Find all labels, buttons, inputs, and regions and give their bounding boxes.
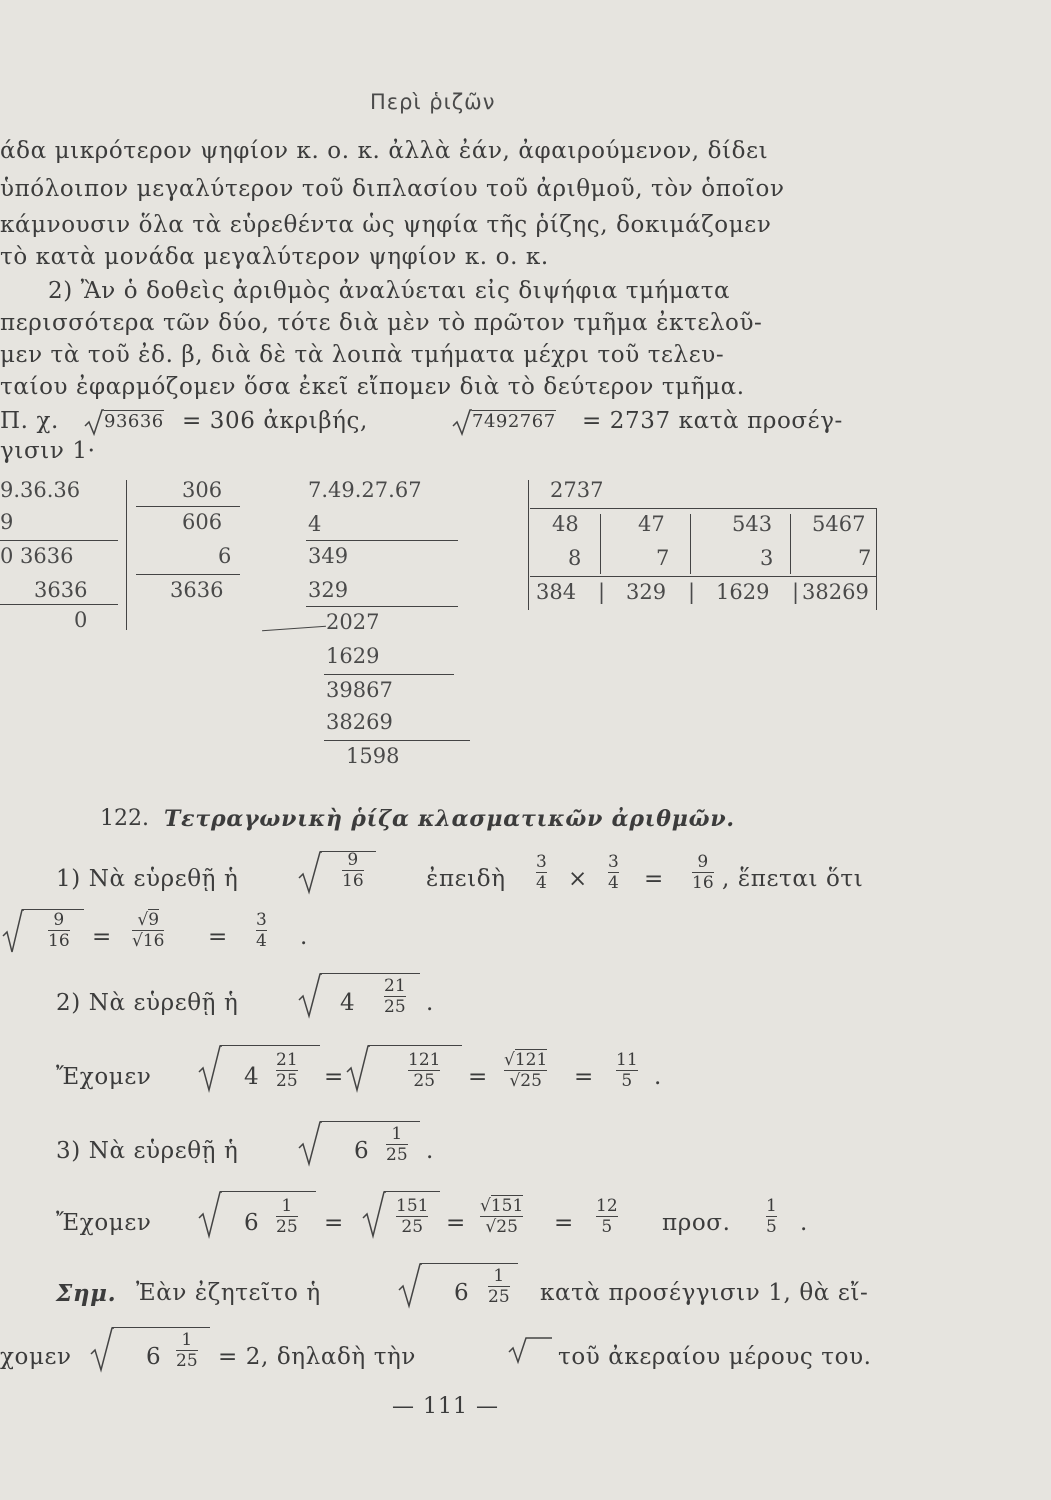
radical-sign bbox=[362, 1190, 386, 1240]
whole-part: 4 bbox=[340, 990, 356, 1016]
text-line: ταίου ἐφαρμόζομεν ὅσα ἐκεῖ εἴπομεν διὰ τὸ δεύτερον τμῆμα. bbox=[0, 374, 745, 400]
text-line: τοῦ ἀκεραίου μέρους του. bbox=[558, 1344, 872, 1370]
calc-divider bbox=[528, 480, 529, 610]
operator: = bbox=[468, 1064, 488, 1090]
trial-product: 38269 bbox=[802, 580, 869, 604]
radical-bar bbox=[320, 973, 420, 974]
numerator: 1 bbox=[281, 1196, 293, 1216]
page-number: — 111 — bbox=[392, 1394, 499, 1419]
text-line: ὑπόλοιπον μεγαλύτερον τοῦ διπλασίου τοῦ ἀριθμοῦ, τὸν ὁποῖον bbox=[0, 176, 785, 202]
operator: = bbox=[324, 1064, 344, 1090]
fraction bbox=[692, 852, 714, 893]
calc-rule bbox=[0, 604, 118, 605]
calc-rule bbox=[0, 540, 118, 541]
denominator: √25 bbox=[504, 1070, 547, 1091]
text-line: άδα μικρότερον ψηφίον κ. ο. κ. ἀλλὰ ἐάν, ἀφαιρούμενον, δίδει bbox=[0, 138, 769, 164]
fraction bbox=[536, 852, 547, 893]
radicand: 121 bbox=[514, 1050, 548, 1070]
numerator: 9 bbox=[697, 852, 709, 872]
numerator: 1 bbox=[391, 1124, 403, 1144]
denominator: 25 bbox=[276, 1071, 298, 1091]
calc-rule bbox=[306, 606, 458, 607]
denominator: √25 bbox=[480, 1216, 523, 1237]
calc-root: 306 bbox=[182, 478, 223, 502]
calc-row: 0 3636 bbox=[0, 544, 74, 568]
trial-number: 47 bbox=[638, 512, 665, 536]
calc-rule bbox=[136, 574, 240, 575]
calc-row: 39867 bbox=[326, 678, 393, 702]
numerator: 9 bbox=[347, 850, 359, 870]
radical-sign bbox=[298, 972, 322, 1020]
calc-divider bbox=[690, 514, 691, 574]
math-word: Ἔχομεν bbox=[56, 1064, 152, 1090]
fraction bbox=[616, 1050, 638, 1091]
fraction bbox=[132, 910, 164, 951]
denominator: 25 bbox=[384, 997, 406, 1017]
trial-number: 5467 bbox=[812, 512, 866, 536]
numerator: 21 bbox=[384, 976, 406, 996]
radical-sign bbox=[452, 408, 472, 438]
radical-bar bbox=[368, 1045, 462, 1046]
punctuation: . bbox=[426, 990, 434, 1016]
numerator: 1 bbox=[493, 1266, 505, 1286]
calc-divider bbox=[790, 514, 791, 574]
fraction bbox=[408, 1050, 440, 1091]
operator: = bbox=[324, 1210, 344, 1236]
fraction bbox=[596, 1196, 618, 1237]
math-word: ἐπειδὴ bbox=[426, 866, 506, 892]
numerator: 151 bbox=[396, 1196, 429, 1216]
calc-divider bbox=[126, 480, 127, 630]
text-line: κάμνουσιν ὅλα τὰ εὑρεθέντα ὡς ψηφία τῆς ῥίζης, δοκιμάζομεν bbox=[0, 212, 772, 238]
operator: × bbox=[568, 866, 588, 892]
radical-sign bbox=[298, 850, 322, 896]
whole-part: 6 bbox=[146, 1344, 162, 1370]
trial-product: 329 bbox=[626, 580, 667, 604]
numerator: √151 bbox=[480, 1196, 524, 1216]
numerator: 1 bbox=[766, 1196, 777, 1216]
whole-part: 4 bbox=[244, 1064, 260, 1090]
whole-part: 6 bbox=[354, 1138, 370, 1164]
product-separator: | bbox=[598, 580, 606, 604]
calc-side: 6 bbox=[218, 544, 232, 568]
text-line: 2) Ἂν ὁ δοθεὶς ἀριθμὸς ἀναλύεται εἰς διψήφια τμήματα bbox=[48, 278, 731, 304]
operator: = bbox=[644, 866, 664, 892]
calc-root: 2737 bbox=[550, 478, 604, 502]
fraction bbox=[766, 1196, 777, 1237]
numerator: 121 bbox=[408, 1050, 441, 1070]
radical-bar bbox=[112, 1327, 210, 1328]
text-line: γισιν 1· bbox=[0, 438, 96, 464]
fraction bbox=[488, 1266, 510, 1307]
fraction bbox=[48, 910, 70, 951]
denominator: 5 bbox=[616, 1070, 638, 1091]
calc-number: 9.36.36 bbox=[0, 478, 81, 502]
numerator: 1 bbox=[181, 1330, 193, 1350]
calc-row: 3636 bbox=[34, 578, 88, 602]
radical-bar bbox=[220, 1191, 316, 1192]
calc-row: 0 bbox=[74, 608, 88, 632]
denominator: 5 bbox=[766, 1217, 777, 1237]
radical-bar bbox=[320, 1121, 420, 1122]
radical-bar bbox=[384, 1191, 440, 1192]
denominator: 25 bbox=[488, 1287, 510, 1307]
calc-rule bbox=[324, 674, 454, 675]
example-label: 3) Νὰ εὑρεθῇ ἡ bbox=[56, 1138, 239, 1164]
math-word: προσ. bbox=[662, 1210, 731, 1236]
trial-number: 543 bbox=[732, 512, 773, 536]
fraction bbox=[480, 1196, 523, 1237]
denominator: √16 bbox=[132, 931, 165, 951]
numerator: 12 bbox=[596, 1196, 618, 1216]
calc-row: 38269 bbox=[326, 710, 393, 734]
denominator: 16 bbox=[692, 873, 714, 893]
radical-sign bbox=[298, 1120, 322, 1168]
denominator: 4 bbox=[608, 873, 619, 893]
radicand: 25 bbox=[520, 1071, 542, 1091]
product-separator: | bbox=[688, 580, 696, 604]
calc-row: 1629 bbox=[326, 644, 380, 668]
calc-row: 4 bbox=[308, 512, 322, 536]
numerator: 11 bbox=[616, 1050, 638, 1070]
fraction bbox=[608, 852, 619, 893]
trial-digit: 7 bbox=[656, 546, 670, 570]
note-label: Σημ. bbox=[56, 1280, 117, 1307]
calc-rule bbox=[262, 626, 326, 631]
example-equation: = 2737 κατὰ προσέγ- bbox=[582, 408, 843, 434]
radical-sign bbox=[198, 1190, 222, 1240]
trial-number: 48 bbox=[552, 512, 579, 536]
numerator: 3 bbox=[536, 852, 547, 872]
math-word: Ἔχομεν bbox=[56, 1210, 152, 1236]
fraction bbox=[396, 1196, 428, 1237]
text-line: κατὰ προσέγγισιν 1, θὰ εἴ- bbox=[540, 1280, 869, 1306]
whole-part: 6 bbox=[454, 1280, 470, 1306]
trial-digit: 3 bbox=[760, 546, 774, 570]
operator: = bbox=[92, 924, 112, 950]
radical-sign bbox=[398, 1262, 422, 1310]
numerator: 3 bbox=[256, 910, 267, 930]
numerator: 21 bbox=[276, 1050, 298, 1070]
radical-bar bbox=[220, 1045, 320, 1046]
example-label: 1) Νὰ εὑρεθῇ ἡ bbox=[56, 866, 239, 892]
operator: = bbox=[208, 924, 228, 950]
radical-sign bbox=[198, 1044, 222, 1094]
denominator: 25 bbox=[386, 1145, 408, 1165]
example-prefix: Π. χ. bbox=[0, 408, 59, 434]
fraction bbox=[276, 1196, 298, 1237]
fraction bbox=[384, 976, 406, 1017]
trial-digit: 7 bbox=[858, 546, 872, 570]
example-equation: = 306 ἀκριβής, bbox=[182, 408, 368, 434]
numerator: 9 bbox=[53, 910, 65, 930]
trial-digit: 8 bbox=[568, 546, 582, 570]
section-title: Τετραγωνικὴ ῥίζα κλασματικῶν ἀριθμῶν. bbox=[164, 806, 735, 832]
calc-row: 1598 bbox=[346, 744, 400, 768]
punctuation: . bbox=[426, 1138, 434, 1164]
running-header: Περὶ ῥιζῶν bbox=[370, 90, 496, 114]
text-line: Ἐὰν ἐζητεῖτο ἡ bbox=[136, 1280, 321, 1306]
example-label: 2) Νὰ εὑρεθῇ ἡ bbox=[56, 990, 239, 1016]
calc-side: 606 bbox=[182, 510, 223, 534]
trial-product: 1629 bbox=[716, 580, 770, 604]
operator: = bbox=[574, 1064, 594, 1090]
radicand: 151 bbox=[490, 1196, 524, 1216]
denominator: 16 bbox=[342, 871, 364, 891]
punctuation: . bbox=[654, 1064, 662, 1090]
calc-divider bbox=[600, 514, 601, 574]
radical-sign bbox=[346, 1044, 370, 1094]
operator: = bbox=[446, 1210, 466, 1236]
fraction bbox=[386, 1124, 408, 1165]
calc-rule bbox=[306, 540, 458, 541]
punctuation: . bbox=[800, 1210, 808, 1236]
product-separator: | bbox=[792, 580, 800, 604]
denominator: 25 bbox=[176, 1351, 198, 1371]
denominator: 5 bbox=[596, 1216, 618, 1237]
fraction bbox=[256, 910, 267, 951]
calc-rule bbox=[530, 508, 876, 509]
radicand: 16 bbox=[142, 931, 165, 951]
denominator: 25 bbox=[396, 1216, 428, 1237]
radical-sign bbox=[90, 1326, 114, 1374]
text-line: χομεν bbox=[0, 1344, 72, 1370]
denominator: 25 bbox=[276, 1217, 298, 1237]
calc-row: 349 bbox=[308, 544, 349, 568]
radical-bar bbox=[420, 1263, 518, 1264]
radical-sign bbox=[84, 408, 104, 438]
radicand: 25 bbox=[496, 1217, 518, 1237]
calc-side: 3636 bbox=[170, 578, 224, 602]
numerator: √9 bbox=[137, 910, 160, 930]
fraction bbox=[342, 850, 364, 891]
calc-rule bbox=[136, 506, 240, 507]
text-line: περισσότερα τῶν δύο, τότε διὰ μὲν τὸ πρῶτον τμῆμα ἐκτελοῦ- bbox=[0, 310, 763, 336]
radicand: 9 bbox=[148, 910, 160, 930]
numerator: 3 bbox=[608, 852, 619, 872]
text-line: μεν τὰ τοῦ ἐδ. β, διὰ δὲ τὰ λοιπὰ τμήματα μέχρι τοῦ τελευ- bbox=[0, 342, 725, 368]
denominator: 4 bbox=[536, 873, 547, 893]
section-number: 122. bbox=[100, 806, 149, 831]
calc-rule bbox=[530, 576, 876, 577]
text-line: τὸ κατὰ μονάδα μεγαλύτερον ψηφίον κ. ο. κ. bbox=[0, 244, 549, 270]
denominator: 4 bbox=[256, 931, 267, 951]
radical-sign bbox=[2, 908, 24, 956]
radicand: 93636 bbox=[104, 411, 164, 432]
radicand: 7492767 bbox=[472, 411, 556, 432]
radical-sign bbox=[508, 1336, 554, 1366]
numerator: √121 bbox=[504, 1050, 548, 1070]
denominator: 16 bbox=[48, 931, 70, 951]
fraction bbox=[504, 1050, 547, 1091]
calc-row: 2027 bbox=[326, 610, 380, 634]
operator: = bbox=[554, 1210, 574, 1236]
calc-rule bbox=[324, 740, 470, 741]
calc-row: 329 bbox=[308, 578, 349, 602]
denominator: 25 bbox=[408, 1070, 440, 1091]
calc-number: 7.49.27.67 bbox=[308, 478, 422, 502]
trial-product: 384 bbox=[536, 580, 577, 604]
punctuation: . bbox=[300, 924, 308, 950]
text-line: = 2, δηλαδὴ τὴν bbox=[218, 1344, 416, 1370]
fraction bbox=[276, 1050, 298, 1091]
fraction bbox=[176, 1330, 198, 1371]
calc-row: 9 bbox=[0, 510, 14, 534]
calc-divider bbox=[876, 508, 877, 610]
math-word: , ἕπεται ὅτι bbox=[722, 866, 864, 892]
whole-part: 6 bbox=[244, 1210, 260, 1236]
